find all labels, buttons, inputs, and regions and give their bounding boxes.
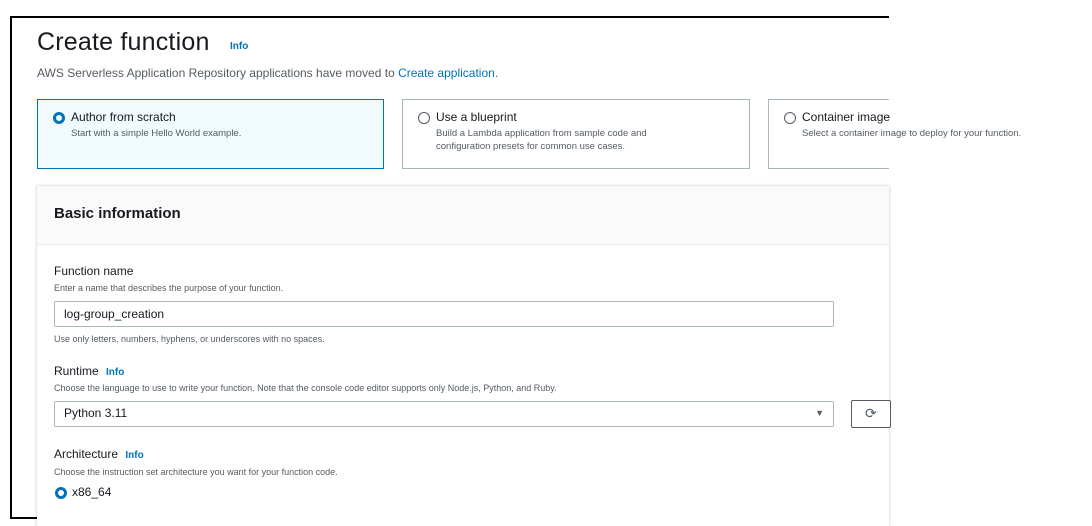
subtitle-period: .	[494, 66, 499, 80]
radio-icon[interactable]	[784, 112, 796, 124]
option-description: Select a container image to deploy for your function.	[802, 128, 1022, 139]
refresh-icon: ⟳	[865, 405, 877, 421]
title-info-link[interactable]: Info	[230, 41, 249, 52]
caret-down-icon: ▼	[815, 408, 824, 418]
function-name-input[interactable]	[54, 301, 834, 327]
window-frame-left	[10, 16, 12, 519]
runtime-description: Choose the language to use to write your function. Note that the console code editor supports only Node.js, Python, and Ruby.	[54, 383, 557, 393]
runtime-label: Runtime	[54, 364, 99, 378]
architecture-label-row	[54, 447, 144, 461]
option-title: Use a blueprint	[436, 110, 517, 124]
option-use-a-blueprint[interactable]	[402, 99, 750, 169]
refresh-runtime-button[interactable]	[851, 400, 891, 428]
radio-icon[interactable]	[53, 112, 65, 124]
page-title: Create function	[37, 28, 210, 56]
option-container-image[interactable]	[768, 99, 1022, 169]
option-author-from-scratch[interactable]	[37, 99, 384, 169]
function-name-label: Function name	[54, 264, 134, 278]
function-name-hint: Use only letters, numbers, hyphens, or underscores with no spaces.	[54, 334, 325, 344]
architecture-description: Choose the instruction set architecture you want for your function code.	[54, 467, 338, 477]
function-name-description: Enter a name that describes the purpose of your function.	[54, 283, 284, 293]
architecture-info-link[interactable]: Info	[125, 450, 144, 461]
option-title: Author from scratch	[71, 110, 176, 124]
architecture-radio-x86[interactable]	[55, 487, 67, 499]
panel-title: Basic information	[54, 205, 181, 222]
window-frame-top	[10, 16, 889, 18]
option-description: Start with a simple Hello World example.	[71, 128, 242, 139]
runtime-select[interactable]	[54, 401, 834, 427]
runtime-label-row	[54, 364, 124, 378]
radio-icon[interactable]	[418, 112, 430, 124]
option-title: Container image	[802, 110, 891, 124]
create-application-link[interactable]: Create application	[398, 66, 495, 80]
architecture-label: Architecture	[54, 447, 119, 461]
runtime-selected-value: Python 3.11	[64, 406, 128, 420]
architecture-option-label: x86_64	[72, 485, 112, 499]
runtime-info-link[interactable]: Info	[106, 367, 125, 378]
panel-header	[37, 186, 889, 245]
option-description: Build a Lambda application from sample code and configuration presets for common use cases.	[436, 128, 647, 152]
page-subtitle	[37, 66, 498, 80]
subtitle-text: AWS Serverless Application Repository applications have moved to	[37, 66, 399, 80]
